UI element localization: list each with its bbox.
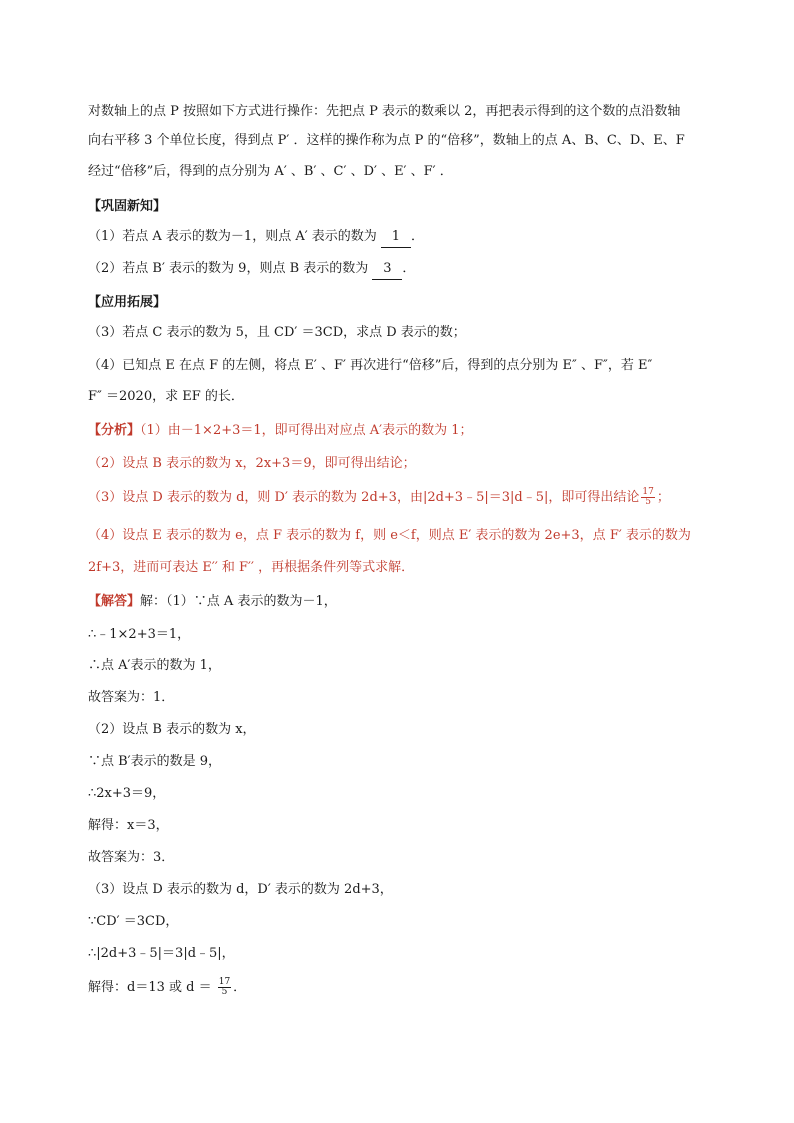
- fraction-denominator: 5: [645, 497, 651, 507]
- analysis-3-fraction: [641, 488, 654, 507]
- question-1-answer: 1: [381, 227, 411, 248]
- analysis-line-1: [88, 421, 473, 441]
- solution-line-1: [88, 592, 337, 612]
- solution-step: ∴|2d+3﹣5|＝3|d﹣5|，: [88, 946, 235, 961]
- problem-line-2: 向右平移 3 个单位长度，得到点 P′ ．这样的操作称为点 P 的“倍移”，数轴上的点 A、B、C、D、E、F: [88, 133, 685, 148]
- question-4-line-1: （4）已知点 E 在点 F 的左侧，将点 E′ 、F′ 再次进行“倍移”后，得到的点分别为 E″ 、F″，若 E″: [88, 358, 653, 373]
- analysis-line-2: （2）设点 B 表示的数为 x，2x+3＝9，即可得出结论；: [88, 456, 416, 471]
- problem-line-3: 经过“倍移”后，得到的点分别为 A′ 、B′ 、C′ 、D′ 、E′ 、F′ ．: [88, 164, 453, 179]
- question-1-end: ．: [410, 229, 424, 244]
- analysis-3-end: ；: [656, 490, 670, 505]
- solution-1-text: 解：（1）∵点 A 表示的数为－1，: [140, 594, 337, 609]
- question-3: （3）若点 C 表示的数为 5，且 CD′ ＝3CD，求点 D 表示的数；: [88, 325, 466, 340]
- solution-final: [88, 978, 246, 998]
- fraction-numerator: 17: [642, 487, 654, 497]
- solution-step: （2）设点 B 表示的数为 x，: [88, 722, 256, 737]
- section-heading-apply: 【应用拓展】: [88, 295, 167, 310]
- solution-step: ∴点 A′表示的数为 1，: [88, 658, 221, 673]
- question-1-text: （1）若点 A 表示的数为－1，则点 A′ 表示的数为: [88, 229, 381, 244]
- fraction-numerator: 17: [218, 977, 231, 987]
- analysis-3-text: （3）设点 D 表示的数为 d，则 D′ 表示的数为 2d+3，由|2d+3﹣5|＝3|d﹣5|，即可得出结论: [88, 490, 640, 505]
- solution-step: ∵CD′ ＝3CD，: [88, 914, 179, 929]
- solution-step: ∴﹣1×2+3＝1，: [88, 627, 191, 642]
- solution-label: 【解答】: [88, 594, 141, 609]
- fraction-denominator: 5: [221, 987, 228, 997]
- question-4-line-2: F″ ＝2020，求 EF 的长．: [88, 389, 244, 404]
- solution-step: ∴2x+3＝9，: [88, 786, 166, 801]
- question-1: [88, 227, 424, 248]
- analysis-line-5: 2f+3，进而可表达 E′′ 和 F′′ ，再根据条件列等式求解．: [88, 560, 415, 575]
- analysis-line-4: （4）设点 E 表示的数为 e，点 F 表示的数为 f，则 e＜f，则点 E′ 表示的数为 2e+3，点 F′ 表示的数为: [88, 528, 691, 543]
- question-2: [88, 259, 415, 280]
- analysis-1-text: （1）由－1×2+3＝1，即可得出对应点 A′表示的数为 1；: [140, 423, 473, 438]
- question-2-text: （2）若点 B′ 表示的数为 9，则点 B 表示的数为: [88, 261, 373, 276]
- analysis-label: 【分析】: [88, 423, 141, 438]
- solution-step: 故答案为：3．: [88, 850, 175, 865]
- section-heading-consolidate: 【巩固新知】: [88, 199, 167, 214]
- solution-step: 故答案为：1．: [88, 690, 175, 705]
- solution-step: （3）设点 D 表示的数为 d，D′ 表示的数为 2d+3，: [88, 882, 393, 897]
- problem-line-1: 对数轴上的点 P 按照如下方式进行操作：先把点 P 表示的数乘以 2，再把表示得到的这个数的点沿数轴: [88, 104, 681, 119]
- question-2-end: ．: [402, 261, 416, 276]
- analysis-line-3: [88, 488, 670, 508]
- solution-final-end: ．: [233, 980, 247, 995]
- solution-step: 解得：x＝3，: [88, 818, 169, 833]
- question-2-answer: 3: [372, 259, 402, 280]
- solution-step: ∵点 B′表示的数是 9，: [88, 754, 222, 769]
- solution-final-text: 解得：d＝13 或 d ＝: [88, 980, 216, 995]
- solution-final-fraction: [218, 978, 231, 997]
